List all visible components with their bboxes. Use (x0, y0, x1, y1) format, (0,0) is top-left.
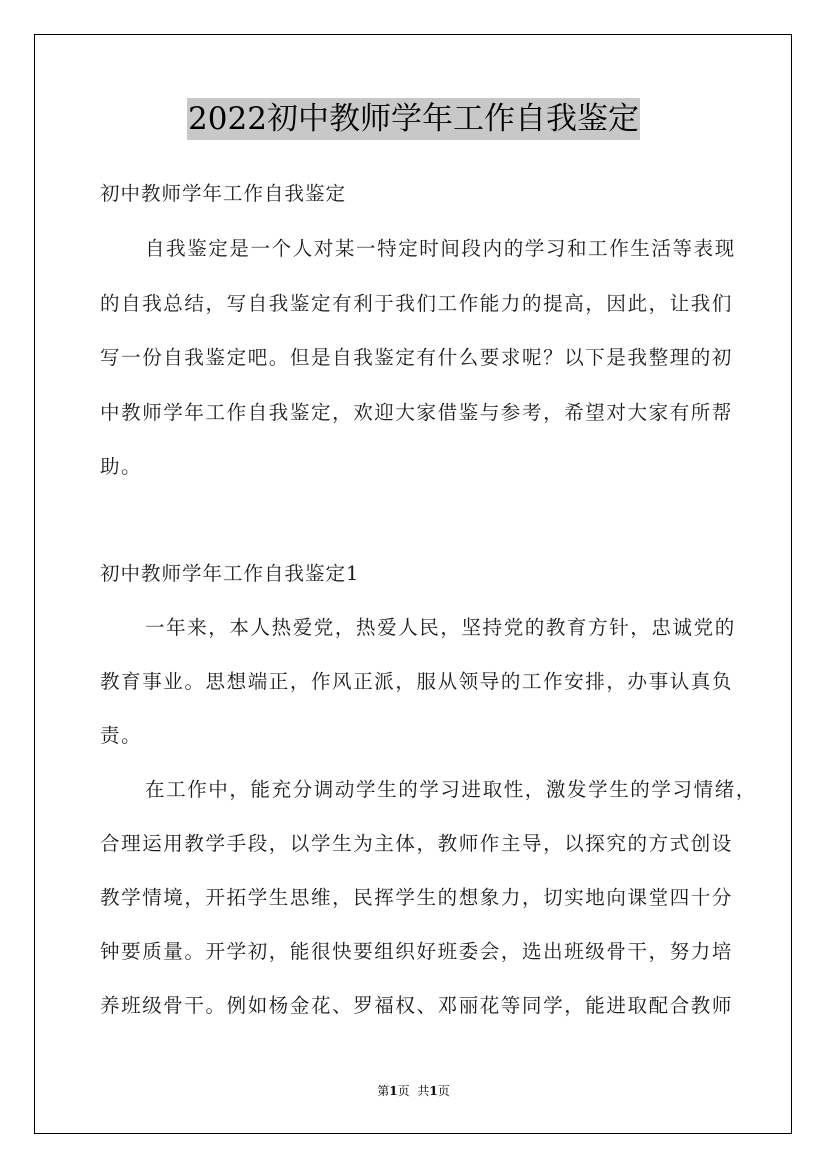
para2-line-3: 教学情境，开拓学生思维，民挥学生的想象力，切实地向课堂四十分 (100, 886, 734, 909)
footer-page-prefix: 第 (377, 1084, 390, 1098)
intro-line-4: 中教师学年工作自我鉴定，欢迎大家借鉴与参考，希望对大家有所帮 (100, 401, 734, 424)
footer-total-prefix: 共 (417, 1084, 430, 1098)
footer-page-current: 1 (389, 1084, 398, 1098)
footer-page-total: 1 (429, 1084, 438, 1098)
title-container (0, 98, 827, 140)
intro-line-1: 自我鉴定是一个人对某一特定时间段内的学习和工作生活等表现 (145, 237, 736, 260)
para2-line-1: 在工作中，能充分调动学生的学习进取性，激发学生的学习情绪， (145, 778, 757, 801)
intro-line-5: 助。 (100, 455, 143, 478)
para1-line-1: 一年来，本人热爱党，热爱人民，坚持党的教育方针，忠诚党的 (145, 616, 736, 639)
footer-page-label: 页 (397, 1084, 410, 1098)
para1-line-2: 教育事业。思想端正，作风正派，服从领导的工作安排，办事认真负 (100, 670, 734, 693)
para2-line-2: 合理运用教学手段，以学生为主体，教师作主导，以探究的方式创设 (100, 832, 734, 855)
para1-line-3: 责。 (100, 724, 143, 747)
footer-total-label: 页 (437, 1084, 450, 1098)
intro-line-3: 写一份自我鉴定吧。但是自我鉴定有什么要求呢？以下是我整理的初 (100, 346, 734, 369)
section1-heading: 初中教师学年工作自我鉴定1 (100, 562, 360, 585)
document-title: 2022初中教师学年工作自我鉴定 (187, 98, 640, 140)
para2-line-4: 钟要质量。开学初，能很快要组织好班委会，选出班级骨干，努力培 (100, 940, 734, 963)
page-footer (0, 1082, 827, 1100)
intro-line-2: 的自我总结，写自我鉴定有利于我们工作能力的提高，因此，让我们 (100, 292, 734, 315)
document-subheading: 初中教师学年工作自我鉴定 (100, 182, 347, 205)
para2-line-5: 养班级骨干。例如杨金花、罗福权、邓丽花等同学，能进取配合教师 (100, 994, 734, 1017)
